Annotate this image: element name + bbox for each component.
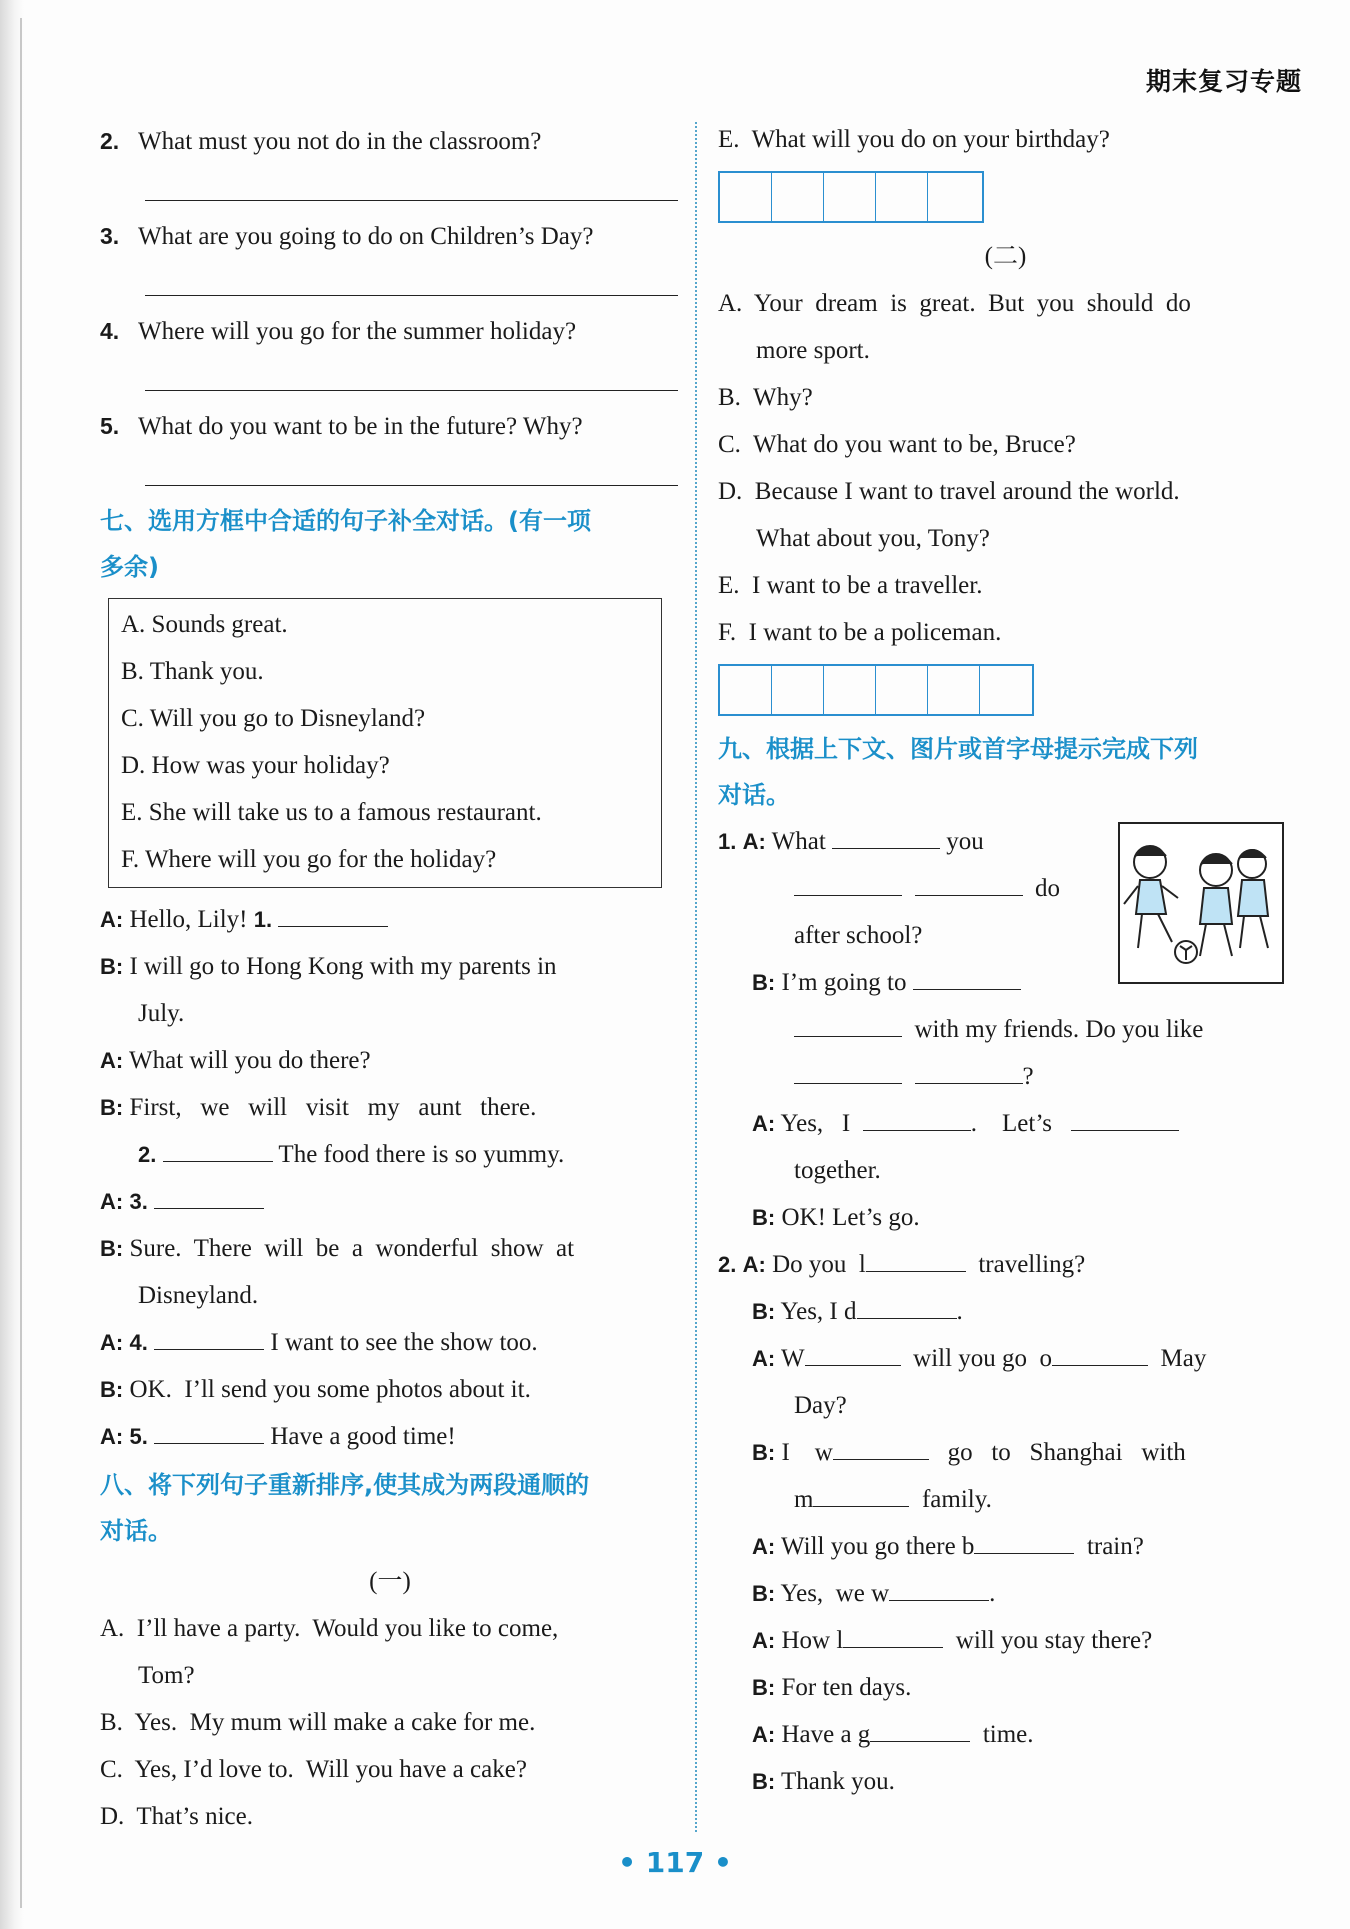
option-c: C. Will you go to Disneyland? bbox=[121, 705, 426, 732]
reorder-line: E. I want to be a traveller. bbox=[718, 572, 983, 599]
reorder-line: more sport. bbox=[756, 337, 870, 364]
reorder-line: F. I want to be a policeman. bbox=[718, 619, 1002, 646]
fill-blank[interactable] bbox=[794, 1061, 902, 1084]
q2-line: A: Will you go there b train? bbox=[752, 1533, 1144, 1560]
q1-line: after school? bbox=[794, 922, 923, 949]
fill-blank-2[interactable] bbox=[163, 1139, 273, 1162]
dialogue-line: B: OK. I’ll send you some photos about it. bbox=[100, 1376, 531, 1403]
option-a: A. Sounds great. bbox=[121, 611, 288, 638]
fill-blank[interactable] bbox=[857, 1296, 957, 1319]
part-1-label: (一) bbox=[369, 1568, 411, 1595]
answer-box[interactable] bbox=[772, 173, 824, 221]
section-7-dialogue bbox=[100, 896, 680, 1460]
dialogue-line: A: Hello, Lily! 1. bbox=[100, 896, 680, 943]
answer-boxes-part1[interactable] bbox=[718, 171, 984, 223]
option-d: D. How was your holiday? bbox=[121, 752, 390, 779]
section-9-q2 bbox=[718, 1241, 1293, 1805]
page-header: 期末复习专题 bbox=[1145, 67, 1302, 96]
q2-line: B: Thank you. bbox=[752, 1768, 895, 1795]
fill-blank[interactable] bbox=[805, 1343, 901, 1366]
answer-box[interactable] bbox=[824, 173, 876, 221]
q2-line: A: Have a g time. bbox=[752, 1721, 1034, 1748]
fill-blank[interactable] bbox=[794, 873, 902, 896]
reorder-line: A. Your dream is great. But you should do bbox=[718, 290, 1191, 317]
answer-line-2[interactable] bbox=[100, 165, 680, 213]
fill-blank[interactable] bbox=[889, 1578, 989, 1601]
answer-box[interactable] bbox=[928, 666, 980, 714]
dialogue-line: 2. The food there is so yummy. bbox=[138, 1141, 565, 1168]
q1-line: with my friends. Do you like bbox=[718, 1006, 1293, 1053]
page-edge-line bbox=[20, 18, 22, 1908]
answer-box[interactable] bbox=[720, 173, 772, 221]
reorder-line-a-cont: Tom? bbox=[138, 1662, 195, 1689]
reorder-line: B. Why? bbox=[718, 384, 813, 411]
reorder-line-a: A. I’ll have a party. Would you like to come, bbox=[100, 1615, 559, 1642]
dialogue-line: B: Sure. There will be a wonderful show at bbox=[100, 1235, 575, 1262]
soccer-illustration bbox=[1120, 824, 1282, 982]
answer-box[interactable] bbox=[980, 666, 1031, 714]
q1-line: 1. A: What you bbox=[718, 828, 984, 855]
q2-line: B: I w go to Shanghai with bbox=[752, 1439, 1186, 1466]
fill-blank-5[interactable] bbox=[154, 1421, 264, 1444]
fill-blank[interactable] bbox=[866, 1249, 966, 1272]
reorder-line-d: D. That’s nice. bbox=[100, 1803, 253, 1830]
dialogue-line: Disneyland. bbox=[138, 1282, 259, 1309]
q2-line: A: W will you go o May bbox=[752, 1345, 1207, 1372]
answer-line-4[interactable] bbox=[100, 355, 680, 403]
fill-blank[interactable] bbox=[843, 1625, 943, 1648]
dialogue-line: A: 3. bbox=[100, 1178, 680, 1225]
reorder-line: D. Because I want to travel around the world. bbox=[718, 478, 1180, 505]
reorder-line-e: E. What will you do on your birthday? bbox=[718, 126, 1110, 153]
left-column bbox=[100, 118, 680, 1840]
q1-line: ? bbox=[718, 1053, 1293, 1100]
answer-box[interactable] bbox=[824, 666, 876, 714]
fill-blank-4[interactable] bbox=[154, 1327, 264, 1350]
option-f: F. Where will you go for the holiday? bbox=[121, 846, 497, 873]
answer-box[interactable] bbox=[876, 666, 928, 714]
fill-blank[interactable] bbox=[915, 873, 1023, 896]
section-8-title: 八、将下列句子重新排序,使其成为两段通顺的 对话。 bbox=[100, 1471, 590, 1545]
dialogue-line: B: First, we will visit my aunt there. bbox=[100, 1094, 537, 1121]
page-number: • 117 • bbox=[618, 1846, 732, 1879]
q1-line: together. bbox=[794, 1157, 881, 1184]
answer-line-3[interactable] bbox=[100, 260, 680, 308]
q2-line: m family. bbox=[794, 1486, 992, 1513]
reorder-line-c: C. Yes, I’d love to. Will you have a cake? bbox=[100, 1756, 527, 1783]
dialogue-line: B: I will go to Hong Kong with my parents in bbox=[100, 953, 557, 980]
question-2: 2. What must you not do in the classroom? bbox=[100, 128, 542, 155]
q1-line: B: I’m going to bbox=[718, 959, 1293, 1006]
fill-blank[interactable] bbox=[870, 1719, 970, 1742]
q2-line: 2. A: Do you l travelling? bbox=[718, 1251, 1086, 1278]
answer-box[interactable] bbox=[928, 173, 979, 221]
fill-blank[interactable] bbox=[794, 1014, 902, 1037]
children-soccer-picture bbox=[1118, 822, 1284, 984]
q1-line: A: Yes, I . Let’s bbox=[718, 1100, 1293, 1147]
answer-box[interactable] bbox=[876, 173, 928, 221]
fill-blank-1[interactable] bbox=[278, 904, 388, 927]
q2-line: B: Yes, we w . bbox=[752, 1580, 996, 1607]
fill-blank[interactable] bbox=[863, 1108, 971, 1131]
part-2-label: (二) bbox=[984, 243, 1027, 270]
column-divider bbox=[695, 122, 697, 1832]
section-7-title: 七、选用方框中合适的句子补全对话。(有一项 多余) bbox=[100, 507, 591, 581]
fill-blank[interactable] bbox=[813, 1484, 909, 1507]
reorder-line: What about you, Tony? bbox=[756, 525, 990, 552]
answer-box[interactable] bbox=[772, 666, 824, 714]
q2-line: B: Yes, I d . bbox=[752, 1298, 963, 1325]
fill-blank[interactable] bbox=[1052, 1343, 1148, 1366]
fill-blank[interactable] bbox=[913, 967, 1021, 990]
dialogue-line: A: What will you do there? bbox=[100, 1047, 371, 1074]
q1-line: do bbox=[718, 865, 1293, 912]
fill-blank[interactable] bbox=[833, 1437, 929, 1460]
answer-boxes-part2[interactable] bbox=[718, 664, 1034, 716]
option-e: E. She will take us to a famous restaurant. bbox=[121, 799, 542, 826]
answer-box[interactable] bbox=[720, 666, 772, 714]
answer-line-5[interactable] bbox=[100, 450, 680, 498]
fill-blank[interactable] bbox=[832, 826, 940, 849]
question-5: 5. What do you want to be in the future? Why? bbox=[100, 413, 583, 440]
right-column bbox=[718, 118, 1293, 1805]
q2-line: Day? bbox=[794, 1392, 847, 1419]
section-9-title: 九、根据上下文、图片或首字母提示完成下列 对话。 bbox=[718, 735, 1198, 809]
reorder-line: C. What do you want to be, Bruce? bbox=[718, 431, 1076, 458]
fill-blank-3[interactable] bbox=[154, 1186, 264, 1209]
fill-blank[interactable] bbox=[974, 1531, 1074, 1554]
fill-blank[interactable] bbox=[915, 1061, 1023, 1084]
question-3: 3. What are you going to do on Children’s Day? bbox=[100, 223, 594, 250]
reorder-line-b: B. Yes. My mum will make a cake for me. bbox=[100, 1709, 536, 1736]
q1-line: B: OK! Let’s go. bbox=[752, 1204, 920, 1231]
dialogue-line: A: 4. I want to see the show too. bbox=[100, 1329, 538, 1356]
dialogue-line: July. bbox=[138, 1000, 185, 1027]
option-b: B. Thank you. bbox=[121, 658, 264, 685]
fill-blank[interactable] bbox=[1071, 1108, 1179, 1131]
section-9-q1 bbox=[718, 818, 1293, 1241]
q2-line: B: For ten days. bbox=[752, 1674, 912, 1701]
section-7-option-box bbox=[108, 598, 662, 888]
q2-line: A: How l will you stay there? bbox=[752, 1627, 1153, 1654]
question-4: 4. Where will you go for the summer holiday? bbox=[100, 318, 577, 345]
dialogue-line: A: 5. Have a good time! bbox=[100, 1423, 456, 1450]
